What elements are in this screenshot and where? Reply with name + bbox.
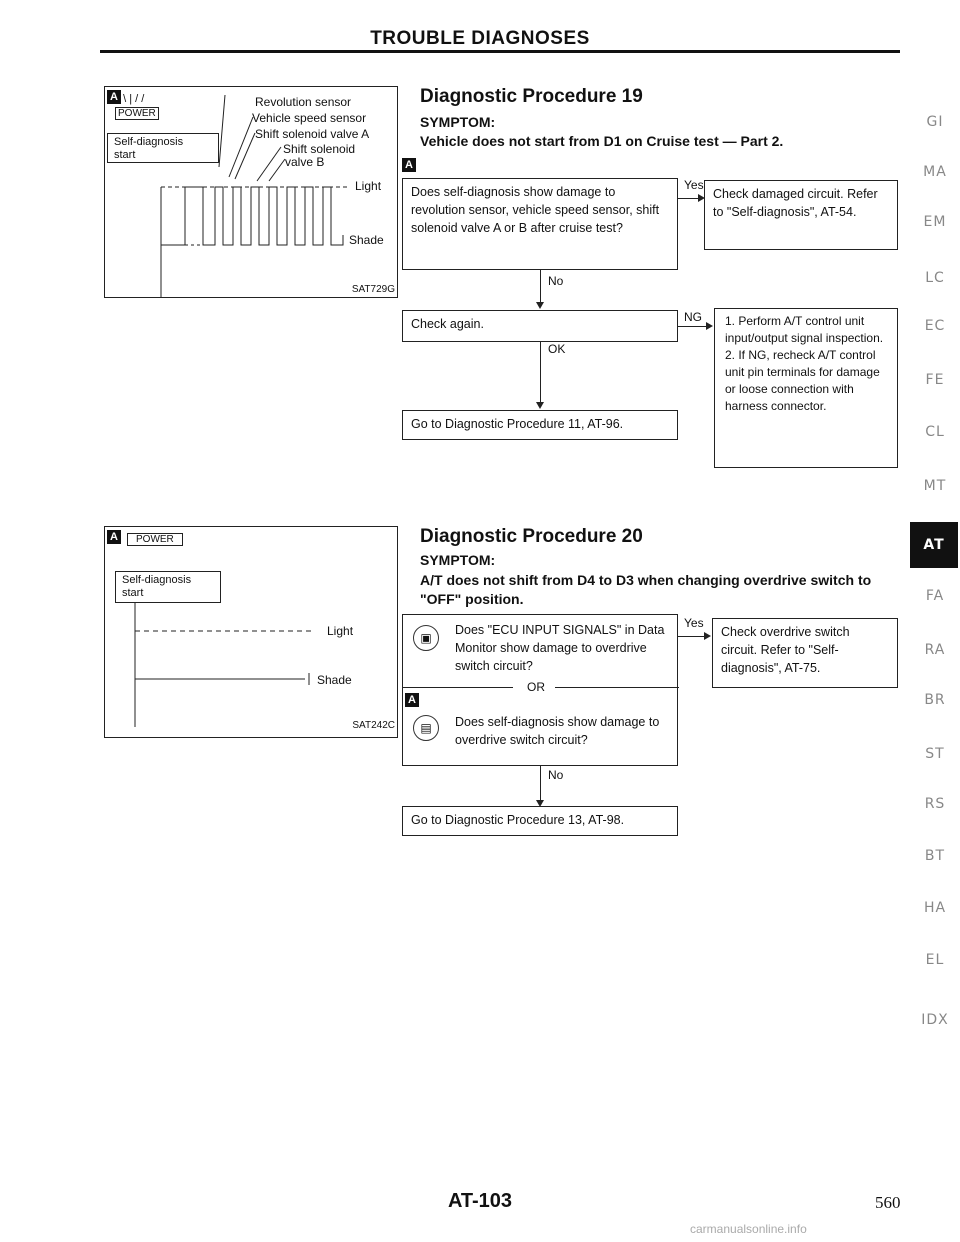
sidebar-item-fe[interactable]: FE [925, 372, 945, 388]
question-1-text: Does "ECU INPUT SIGNALS" in Data Monitor show damage to overdrive switch circuit? [455, 623, 665, 673]
page-title: TROUBLE DIAGNOSES [370, 28, 590, 49]
sidebar-item-mt[interactable]: MT [923, 478, 947, 494]
shift-solenoid-a-label: Shift solenoid valve A [255, 127, 370, 141]
self-diagnosis-start-box: Self-diagnosis start [107, 133, 219, 163]
badge-a: A [405, 693, 419, 707]
sidebar-item-fa[interactable]: FA [925, 588, 945, 604]
ng-action-box: 1. Perform A/T control unit input/output signal inspection. 2. If NG, recheck A/T control unit pin terminals for damage or loose connection with harness connector. [714, 308, 898, 468]
no-label: No [548, 274, 564, 288]
badge-a: A [107, 90, 121, 104]
action-box-1: Check damaged circuit. Refer to "Self-diagnosis", AT-54. [704, 180, 898, 250]
symptom-label: SYMPTOM: [420, 552, 496, 568]
page-number: 560 [875, 1193, 901, 1212]
light-label: Light [327, 624, 354, 638]
sidebar-item-bt[interactable]: BT [924, 848, 946, 864]
waveform-diagram [105, 87, 397, 297]
figure-code: SAT242C [352, 720, 395, 731]
data-monitor-icon: ▣ [413, 625, 439, 651]
or-label: OR [527, 680, 545, 694]
figure-1: A \ \ | / / POWER Self-diagnosis start Revolution sensor Vehicle speed sensor Shift solenoid valve A Shift solenoid valve B Light Shade SAT729G [104, 86, 398, 298]
revolution-sensor-label: Revolution sensor [255, 95, 352, 109]
shade-label: Shade [317, 673, 352, 687]
sidebar-item-idx[interactable]: IDX [921, 1012, 949, 1028]
waveform-diagram [105, 527, 397, 737]
sidebar-item-br[interactable]: BR [924, 692, 946, 708]
sidebar-item-lc[interactable]: LC [925, 270, 945, 286]
self-diagnosis-start-box: Self-diagnosis start [115, 571, 221, 603]
question-box-1: Does self-diagnosis show damage to revolution sensor, vehicle speed sensor, shift solenoid valve A or B after cruise test? [402, 178, 678, 270]
goto-box-1: Go to Diagnostic Procedure 11, AT-96. [402, 410, 678, 440]
power-label: POWER [127, 533, 183, 546]
ng-label: NG [684, 310, 702, 324]
check-again-box: Check again. [402, 310, 678, 342]
yes-label: Yes [684, 616, 704, 630]
sidebar-item-ra[interactable]: RA [924, 642, 946, 658]
vehicle-speed-sensor-label: Vehicle speed sensor [252, 111, 367, 125]
procedure-19-title: Diagnostic Procedure 19 [420, 86, 643, 107]
shift-solenoid-b-label: Shift solenoid [283, 142, 356, 156]
procedure-20-title: Diagnostic Procedure 20 [420, 526, 643, 547]
action-box-2: Check overdrive switch circuit. Refer to "Self-diagnosis", AT-75. [712, 618, 898, 688]
sidebar-item-el[interactable]: EL [925, 952, 945, 968]
page-code: AT-103 [447, 1190, 513, 1212]
question-2-text: Does self-diagnosis show damage to overdrive switch circuit? [455, 715, 660, 747]
symptom-label: SYMPTOM: [420, 114, 496, 130]
yes-label: Yes [684, 178, 704, 192]
goto-box-2: Go to Diagnostic Procedure 13, AT-98. [402, 806, 678, 836]
badge-a: A [107, 530, 121, 544]
sidebar-item-ha[interactable]: HA [923, 900, 947, 916]
self-diagnosis-icon: ▤ [413, 715, 439, 741]
sidebar-item-rs[interactable]: RS [924, 796, 946, 812]
badge-a: A [402, 158, 416, 172]
symptom-text: Vehicle does not start from D1 on Cruise test — Part 2. [420, 133, 784, 149]
sidebar-item-st[interactable]: ST [925, 746, 945, 762]
power-label: POWER [115, 107, 159, 120]
figure-2 [104, 526, 398, 738]
shade-label: Shade [349, 233, 384, 247]
figure-code: SAT729G [351, 284, 395, 295]
sidebar-item-at[interactable]: AT [910, 522, 958, 568]
question-box-2 [402, 614, 678, 766]
no-label: No [548, 768, 564, 782]
light-label: Light [355, 179, 382, 193]
ok-label: OK [548, 342, 566, 356]
sidebar-item-ec[interactable]: EC [924, 318, 946, 334]
watermark: carmanualsonline.info [690, 1222, 807, 1236]
sidebar-item-gi[interactable]: GI [926, 114, 944, 130]
title-rule [100, 50, 900, 53]
sidebar-item-em[interactable]: EM [923, 214, 947, 230]
symptom-text: A/T does not shift from D4 to D3 when changing overdrive switch to "OFF" position. [420, 572, 872, 607]
sidebar-item-cl[interactable]: CL [925, 424, 945, 440]
sidebar-item-ma[interactable]: MA [923, 164, 947, 180]
